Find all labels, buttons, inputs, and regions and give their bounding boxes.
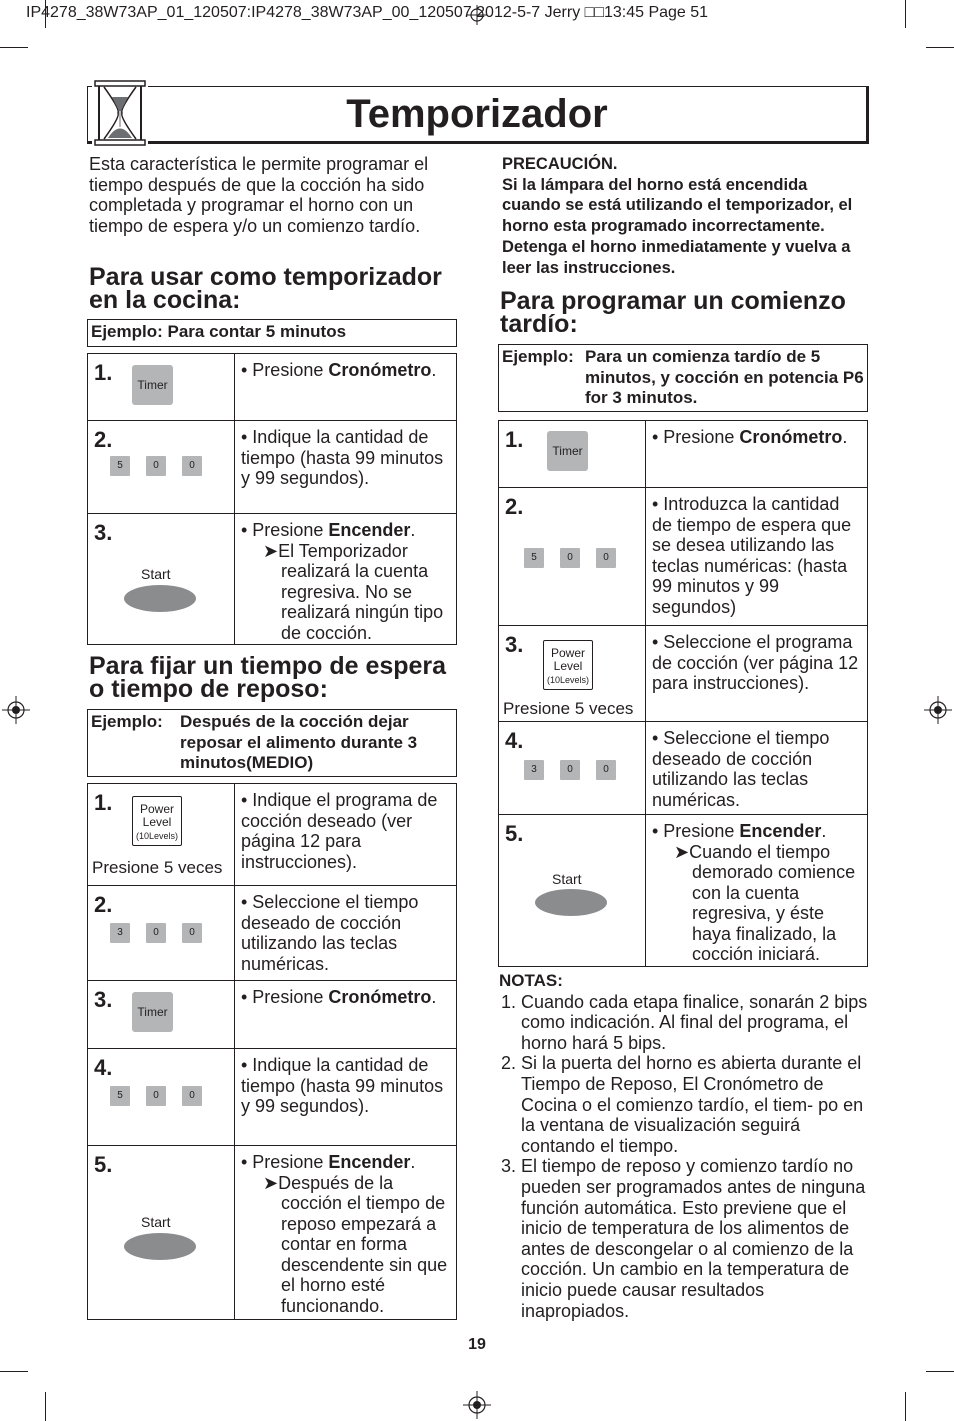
- step-text: • Seleccione el programa de cocción (ver página 12 para instrucciones).: [652, 632, 859, 693]
- number-key[interactable]: 0: [560, 548, 580, 568]
- section2-example: [87, 709, 457, 777]
- example-text: Después de la cocción dejar reposar el alimento durante 3 minutos(MEDIO): [180, 712, 418, 772]
- step-number: 2.: [505, 494, 524, 519]
- step-row: [499, 626, 868, 722]
- step-text: • Presione Encender. ➤El Temporizador realizará la cuenta regresiva. No se realizará ningún tipo de cocción.: [241, 520, 444, 643]
- registration-mark-icon: [2, 696, 30, 724]
- step-number: 4.: [94, 1055, 113, 1080]
- step-number: 2.: [94, 892, 113, 917]
- section1-heading: Para usar como temporizador en la cocina:: [89, 263, 442, 314]
- step-text: • Presione Cronómetro.: [241, 987, 437, 1007]
- step-number: 4.: [505, 728, 524, 753]
- step-text: • Introduzca la cantidad de tiempo de espera que se desea utilizando las teclas numéricas: (hasta 99 minutos y 99 segundos): [652, 494, 852, 617]
- timer-button[interactable]: Timer: [547, 431, 588, 471]
- section2-heading: Para fijar un tiempo de espera o tiempo de reposo:: [89, 652, 447, 703]
- step-text: • Indique la cantidad de tiempo (hasta 99 minutos y 99 segundos).: [241, 427, 444, 488]
- step-row: [88, 354, 457, 421]
- registration-mark-icon: [467, 5, 487, 25]
- step-row: [499, 815, 868, 967]
- step-number: 3.: [505, 632, 524, 657]
- step-row: [499, 488, 868, 626]
- number-key[interactable]: 0: [182, 1086, 202, 1106]
- step-number: 1.: [505, 427, 524, 452]
- intro-paragraph: Esta característica le permite programar el tiempo después de que la cocción ha sido completada y programar el horno con un tiempo de espera y/o un comienzo tardío.: [89, 154, 429, 236]
- number-key[interactable]: 3: [524, 760, 544, 780]
- press-count-label: Presione 5 veces: [503, 699, 634, 718]
- step-row: [88, 514, 457, 645]
- crop-mark: [45, 1392, 46, 1421]
- crop-mark: [0, 47, 28, 48]
- precaution-block: [502, 154, 870, 278]
- step-text: • Seleccione el tiempo deseado de cocción utilizando las teclas numéricas.: [241, 892, 419, 974]
- power-level-button[interactable]: Power Level (10Levels): [132, 796, 182, 846]
- number-key[interactable]: 0: [596, 548, 616, 568]
- start-button[interactable]: [535, 889, 607, 916]
- step-number: 5.: [94, 1152, 113, 1177]
- page-number: 19: [468, 1336, 486, 1353]
- example-label: Ejemplo:: [91, 712, 163, 731]
- section3-steps-table: [498, 420, 868, 967]
- number-key[interactable]: 5: [110, 456, 130, 476]
- number-key[interactable]: 5: [524, 548, 544, 568]
- step-number: 5.: [505, 821, 524, 846]
- step-row: [88, 784, 457, 886]
- number-key[interactable]: 5: [110, 1086, 130, 1106]
- timer-button[interactable]: Timer: [132, 365, 173, 405]
- step-number: 1.: [94, 790, 113, 815]
- start-label: Start: [141, 1214, 171, 1230]
- start-button[interactable]: [124, 1233, 196, 1260]
- notes-heading: NOTAS:: [499, 971, 563, 990]
- step-text: • Presione Encender. ➤Cuando el tiempo demorado comience con la cuenta regresiva, y éste haya finalizado, la cocción iniciará.: [652, 821, 856, 964]
- crop-mark: [905, 0, 906, 28]
- number-key[interactable]: 0: [146, 1086, 166, 1106]
- number-key[interactable]: 0: [146, 923, 166, 943]
- start-button[interactable]: [124, 585, 196, 612]
- step-number: 3.: [94, 987, 113, 1012]
- step-text: • Presione Encender. ➤Después de la cocción el tiempo de reposo empezará a contar en forma descendente sin que el horno esté funcionando.: [241, 1152, 448, 1316]
- step-row: [88, 421, 457, 514]
- step-text: • Indique la cantidad de tiempo (hasta 99 minutos y 99 segundos).: [241, 1055, 444, 1116]
- registration-mark-icon: [924, 696, 952, 724]
- registration-mark-icon: [463, 1391, 491, 1419]
- precaution-heading: PRECAUCIÓN.: [502, 155, 618, 173]
- section3-heading: Para programar un comienzo tardío:: [500, 287, 846, 338]
- note-item: 2. Si la puerta del horno es abierta durante el Tiempo de Reposo, El Cronómetro de Cocina o el comienzo tardío, el tiem- po en la ventana de visualización seguirá contando el tiempo.: [521, 1053, 869, 1156]
- example-text: Para un comienza tardío de 5 minutos, y cocción en potencia P6 for 3 minutos.: [585, 347, 864, 407]
- number-key[interactable]: 0: [182, 456, 202, 476]
- note-item: 3. El tiempo de reposo y comienzo tardío no pueden ser programados antes de ninguna función automática. Esto previene que el inicio de temperatura de los alimentos de antes de descongelar o al comienzo de la cocción. Un cambio en la temperatura de inicio puede causar resultados inapropiados.: [521, 1156, 869, 1321]
- crop-mark: [0, 1371, 28, 1372]
- step-number: 3.: [94, 520, 113, 545]
- hourglass-icon: [92, 79, 148, 147]
- print-header: IP4278_38W73AP_01_120507:IP4278_38W73AP_00_120507 2012-5-7 Jerry □□13:45 Page 51: [26, 4, 709, 21]
- step-text: • Presione Cronómetro.: [241, 360, 437, 380]
- step-text: • Indique el programa de cocción deseado (ver página 12 para instrucciones).: [241, 790, 438, 872]
- timer-button[interactable]: Timer: [132, 992, 173, 1032]
- start-label: Start: [141, 566, 171, 582]
- step-row: [88, 886, 457, 981]
- step-number: 1.: [94, 360, 113, 385]
- section3-example: [498, 344, 868, 412]
- page-title: Temporizador: [346, 92, 608, 136]
- step-row: [88, 981, 457, 1049]
- step-text: • Seleccione el tiempo deseado de cocción utilizando las teclas numéricas.: [652, 728, 830, 810]
- section2-steps-table: [87, 783, 457, 1320]
- number-key[interactable]: 0: [596, 760, 616, 780]
- precaution-body: Si la lámpara del horno está encendida cuando se está utilizando el temporizador, el horno esta programado incorrectamente. Detenga el horno inmediatamente y vuelva a leer las instrucciones.: [502, 175, 853, 277]
- note-item: 1. Cuando cada etapa finalice, sonarán 2 bips como indicación. Al final del programa, el horno hará 5 bips.: [521, 992, 869, 1054]
- number-key[interactable]: 3: [110, 923, 130, 943]
- section1-example: Ejemplo: Para contar 5 minutos: [87, 319, 457, 347]
- step-number: 2.: [94, 427, 113, 452]
- step-row: [499, 722, 868, 815]
- step-row: [88, 1146, 457, 1320]
- notes-block: [499, 971, 869, 1321]
- example-label: Ejemplo:: [502, 347, 574, 366]
- title-box: [87, 86, 869, 144]
- notes-list: [499, 992, 869, 1322]
- step-text: • Presione Cronómetro.: [652, 427, 848, 447]
- crop-mark: [905, 1392, 906, 1421]
- crop-mark: [926, 47, 954, 48]
- press-count-label: Presione 5 veces: [92, 858, 223, 877]
- section1-steps-table: [87, 353, 457, 645]
- number-key[interactable]: 0: [560, 760, 580, 780]
- start-label: Start: [552, 871, 582, 887]
- number-key[interactable]: 0: [182, 923, 202, 943]
- step-row: [499, 421, 868, 488]
- number-key[interactable]: 0: [146, 456, 166, 476]
- power-level-button[interactable]: Power Level (10Levels): [543, 640, 593, 690]
- step-row: [88, 1049, 457, 1146]
- crop-mark: [926, 1371, 954, 1372]
